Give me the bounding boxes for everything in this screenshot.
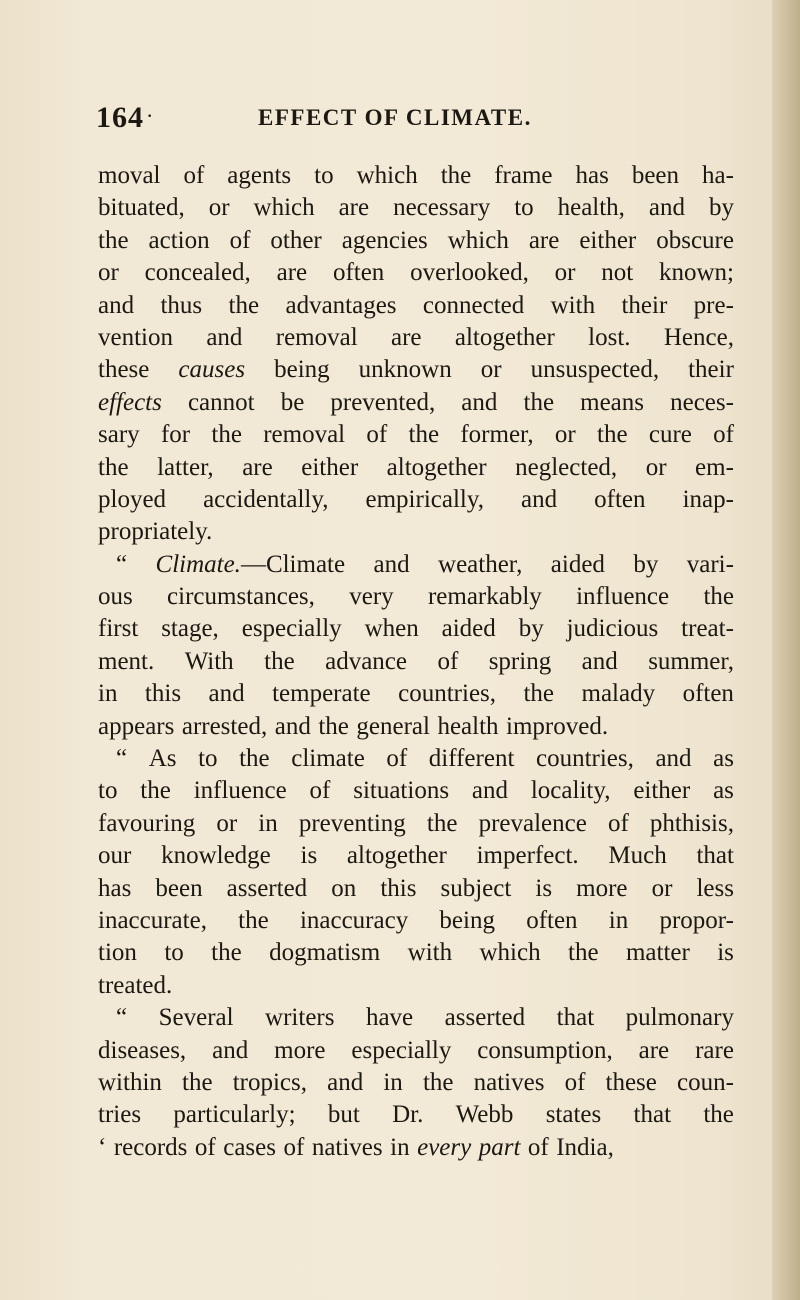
word: or [216, 809, 238, 837]
word: that [556, 1004, 595, 1032]
word: are [338, 194, 370, 222]
word: inaccurate, [98, 906, 207, 934]
word: often [594, 485, 646, 513]
text-line [98, 549, 734, 581]
body-text [98, 160, 734, 1164]
word: spring [488, 647, 552, 675]
word: but [327, 1101, 360, 1129]
word: locality, [530, 777, 611, 805]
word: unknown [358, 356, 452, 384]
word: the [239, 745, 270, 773]
word: in [390, 1133, 410, 1161]
word: in [383, 1068, 403, 1096]
word: former, [460, 421, 534, 449]
word: not [601, 259, 634, 287]
word: the [98, 453, 129, 481]
word: that [696, 842, 734, 870]
word: advance [325, 647, 407, 675]
text-line [98, 290, 734, 322]
word: which [447, 226, 509, 254]
word: coun- [677, 1068, 734, 1096]
word: been [631, 162, 680, 189]
word: imperfect. [476, 842, 579, 870]
word: circumstances, [167, 583, 315, 611]
word: and [521, 485, 558, 513]
word: that [633, 1101, 672, 1129]
word: Hence, [663, 323, 734, 351]
page-number: 164 [96, 101, 144, 134]
word: or [645, 453, 667, 481]
page-header [96, 99, 736, 139]
word: or [554, 421, 576, 449]
word: part [478, 1133, 521, 1161]
word: as [713, 777, 734, 805]
word: the [426, 809, 458, 837]
word: the [422, 1068, 454, 1096]
word: on [331, 874, 357, 902]
word: moval [98, 162, 161, 189]
word: temperate [272, 680, 371, 708]
word: cannot [187, 388, 255, 416]
word: the [264, 647, 295, 675]
word: and [373, 550, 410, 578]
word: Several [158, 1004, 234, 1032]
word: states [545, 1101, 602, 1129]
word: Webb [455, 1101, 514, 1129]
word: or [651, 874, 673, 902]
word: stage, [161, 615, 219, 643]
word: these [605, 1068, 657, 1096]
word: other [270, 226, 322, 254]
word: writers [265, 1004, 335, 1032]
word: health, [557, 194, 625, 222]
word: influence [193, 777, 287, 805]
text-line [98, 873, 734, 905]
word: knowledge [161, 842, 271, 870]
word: either [579, 226, 637, 254]
word: different [428, 745, 515, 773]
word: phthisis, [649, 809, 734, 837]
word: obscure [656, 226, 734, 254]
word: tries [98, 1101, 142, 1129]
word: prevented, [330, 388, 436, 416]
text-line [98, 581, 734, 613]
word: the [98, 226, 129, 254]
text-line [98, 808, 734, 840]
word: latter, [157, 453, 214, 481]
word: is [717, 939, 734, 967]
word: especially [351, 1036, 452, 1064]
word: removal [275, 323, 358, 351]
word: being [274, 356, 330, 384]
word: concealed, [144, 259, 251, 287]
word: natives [473, 1068, 545, 1096]
word: action [148, 226, 210, 254]
text-line [98, 1067, 734, 1099]
text-line [98, 1002, 734, 1034]
word: and [655, 745, 692, 773]
word: have [365, 1004, 414, 1032]
word: very [349, 583, 394, 611]
word: has [98, 874, 132, 902]
word: improved. [506, 712, 609, 740]
word: to [314, 162, 334, 189]
word: the [211, 939, 242, 967]
word: propriately. [98, 518, 213, 546]
word: the [703, 583, 734, 611]
word: to [98, 777, 118, 805]
word: and [581, 647, 618, 675]
text-line [98, 1132, 734, 1164]
text-line [98, 257, 734, 289]
word: the [140, 777, 171, 805]
word: in [608, 906, 629, 934]
text-line [98, 646, 734, 678]
word: causes [178, 356, 246, 384]
word: or [98, 259, 119, 287]
word: subject [440, 874, 512, 902]
word: ployed [98, 485, 167, 513]
word: and [471, 777, 509, 805]
word: dogmatism [269, 939, 381, 967]
word: within [98, 1068, 162, 1096]
word: or [554, 259, 576, 287]
word: overlooked, [410, 259, 529, 287]
word: which [479, 939, 541, 967]
word: first [98, 615, 139, 643]
word: empirically, [365, 485, 484, 513]
word: are [528, 226, 560, 254]
word: more [576, 874, 628, 902]
word: diseases, [98, 1036, 187, 1064]
word: is [535, 874, 553, 902]
word: of [229, 226, 251, 254]
word: “ [116, 1004, 128, 1032]
word: of [607, 809, 629, 837]
word: climate [291, 745, 365, 773]
text-line [98, 1099, 734, 1131]
word: to [164, 939, 184, 967]
word: altogether [386, 453, 487, 481]
word: and [212, 1036, 249, 1064]
word: the [523, 388, 555, 416]
word: altogether [346, 842, 447, 870]
text-line [98, 1035, 734, 1067]
word: effects [98, 388, 162, 416]
word: vention [98, 323, 173, 351]
text-line [98, 840, 734, 872]
word: every [417, 1133, 472, 1161]
text-line [98, 678, 734, 710]
word: their [621, 291, 668, 319]
word: is [300, 842, 318, 870]
word: countries, [535, 745, 634, 773]
word: countries, [398, 680, 497, 708]
word: em- [695, 453, 734, 481]
word: aided [550, 550, 605, 578]
word: this [144, 680, 182, 708]
word: being [439, 906, 495, 934]
word: the [182, 1068, 213, 1096]
word: “ [116, 550, 128, 578]
word: be [280, 388, 305, 416]
word: “ [116, 745, 128, 773]
text-line [98, 419, 734, 451]
word: means [580, 388, 645, 416]
word: the [523, 680, 555, 708]
word: bituated, [98, 194, 185, 222]
word: and [327, 1068, 364, 1096]
word: are [391, 323, 422, 351]
text-line [98, 192, 734, 224]
word: of [437, 647, 459, 675]
word: and [208, 680, 245, 708]
text-line [98, 711, 734, 743]
word: neglected, [515, 453, 618, 481]
word: and [461, 388, 498, 416]
word: situations [353, 777, 450, 805]
word: of [527, 1133, 549, 1161]
text-line [98, 937, 734, 969]
word: of [564, 1068, 586, 1096]
word: preventing [298, 809, 406, 837]
word: of [183, 162, 205, 189]
word: often [526, 906, 578, 934]
word: are [638, 1036, 670, 1064]
word: altogether [454, 323, 555, 351]
word: prevalence [478, 809, 587, 837]
word: connected [422, 291, 525, 319]
word: known; [659, 259, 734, 287]
text-line [98, 613, 734, 645]
word: as [713, 745, 734, 773]
word: Much [608, 842, 667, 870]
word: neces- [670, 388, 734, 416]
word: thus [160, 291, 203, 319]
text-line [98, 225, 734, 257]
word: weather, [438, 550, 523, 578]
word: vari- [686, 550, 734, 578]
word: the [568, 939, 599, 967]
word: either [301, 453, 359, 481]
word: sary [98, 421, 140, 449]
word: particularly; [173, 1101, 296, 1129]
word: to [198, 745, 218, 773]
word: of [366, 421, 388, 449]
word: by [708, 194, 734, 222]
word: As [148, 745, 177, 773]
word: the [318, 712, 349, 740]
word: ha- [702, 162, 734, 189]
text-line [98, 354, 734, 386]
word: which [253, 194, 315, 222]
word: when [364, 615, 419, 643]
word: been [155, 874, 203, 902]
word: matter [625, 939, 690, 967]
word: rare [695, 1036, 734, 1064]
word: by [633, 550, 659, 578]
word: these [98, 356, 150, 384]
word: asserted [444, 1004, 526, 1032]
word: or [208, 194, 230, 222]
word: summer, [648, 647, 734, 675]
word: in [258, 809, 278, 837]
word: the [408, 421, 440, 449]
word: with [550, 291, 596, 319]
word: natives [311, 1133, 383, 1161]
word: of [194, 1133, 216, 1161]
word: the [211, 421, 242, 449]
word: are [242, 453, 273, 481]
word: removal [263, 421, 346, 449]
text-line [98, 160, 734, 192]
word: appears [98, 712, 175, 740]
word: to [514, 194, 534, 222]
word: which [356, 162, 418, 189]
word: favouring [98, 809, 196, 837]
word: ous [98, 583, 133, 611]
word: agencies [341, 226, 428, 254]
text-line [98, 322, 734, 354]
text-line [98, 775, 734, 807]
word: India, [556, 1133, 614, 1161]
word: more [274, 1036, 326, 1064]
word: malady [581, 680, 656, 708]
word: with [407, 939, 453, 967]
word: either [633, 777, 691, 805]
word: accidentally, [203, 485, 329, 513]
word: or [480, 356, 502, 384]
word: less [696, 874, 734, 902]
word: pulmonary [625, 1004, 734, 1032]
word: often [682, 680, 734, 708]
word: the [228, 291, 260, 319]
word: frame [494, 162, 553, 189]
word: general [356, 712, 430, 740]
word: has [575, 162, 609, 189]
word: and [98, 291, 135, 319]
word: pre- [693, 291, 734, 319]
word: in [98, 680, 118, 708]
word: influence [576, 583, 670, 611]
word: ‘ [98, 1133, 107, 1161]
word: Climate.—Climate [155, 550, 346, 578]
word: this [380, 874, 417, 902]
word: arrested, [181, 712, 268, 740]
text-line [98, 516, 734, 548]
word: propor- [659, 906, 734, 934]
text-line [98, 970, 734, 1002]
word: for [160, 421, 191, 449]
word: unsuspected, [530, 356, 660, 384]
word: by [518, 615, 544, 643]
word: health [437, 712, 499, 740]
word: of [386, 745, 408, 773]
page-edge-shadow [772, 0, 800, 1300]
word: inaccuracy [299, 906, 409, 934]
word: remarkably [427, 583, 542, 611]
word: the [597, 421, 628, 449]
word: the [440, 162, 472, 189]
word: necessary [393, 194, 491, 222]
word: often [332, 259, 385, 287]
word: and [648, 194, 685, 222]
running-head: EFFECT OF CLIMATE. [258, 105, 532, 130]
header-separator: · [146, 103, 154, 128]
word: their [688, 356, 734, 384]
word: of [283, 1133, 305, 1161]
word: lost. [588, 323, 631, 351]
word: judicious [566, 615, 659, 643]
word: ment. [98, 647, 155, 675]
word: cure [648, 421, 692, 449]
text-line [98, 743, 734, 775]
word: and [274, 712, 311, 740]
word: and [206, 323, 243, 351]
word: treat- [681, 615, 734, 643]
word: the [238, 906, 269, 934]
text-line [98, 452, 734, 484]
word: are [276, 259, 308, 287]
word: consumption, [477, 1036, 613, 1064]
word: inap- [682, 485, 734, 513]
word: the [703, 1101, 734, 1129]
text-line [98, 484, 734, 516]
text-line [98, 387, 734, 419]
word: of [309, 777, 331, 805]
word: records [113, 1133, 188, 1161]
word: tropics, [232, 1068, 307, 1096]
word: our [98, 842, 132, 870]
word: especially [241, 615, 342, 643]
word: With [184, 647, 234, 675]
word: Dr. [392, 1101, 424, 1129]
word: cases [223, 1133, 276, 1161]
text-line [98, 905, 734, 937]
word: asserted [226, 874, 308, 902]
word: advantages [285, 291, 397, 319]
word: tion [98, 939, 137, 967]
word: treated. [98, 971, 173, 999]
word: agents [227, 162, 292, 189]
word: of [713, 421, 734, 449]
word: aided [441, 615, 496, 643]
